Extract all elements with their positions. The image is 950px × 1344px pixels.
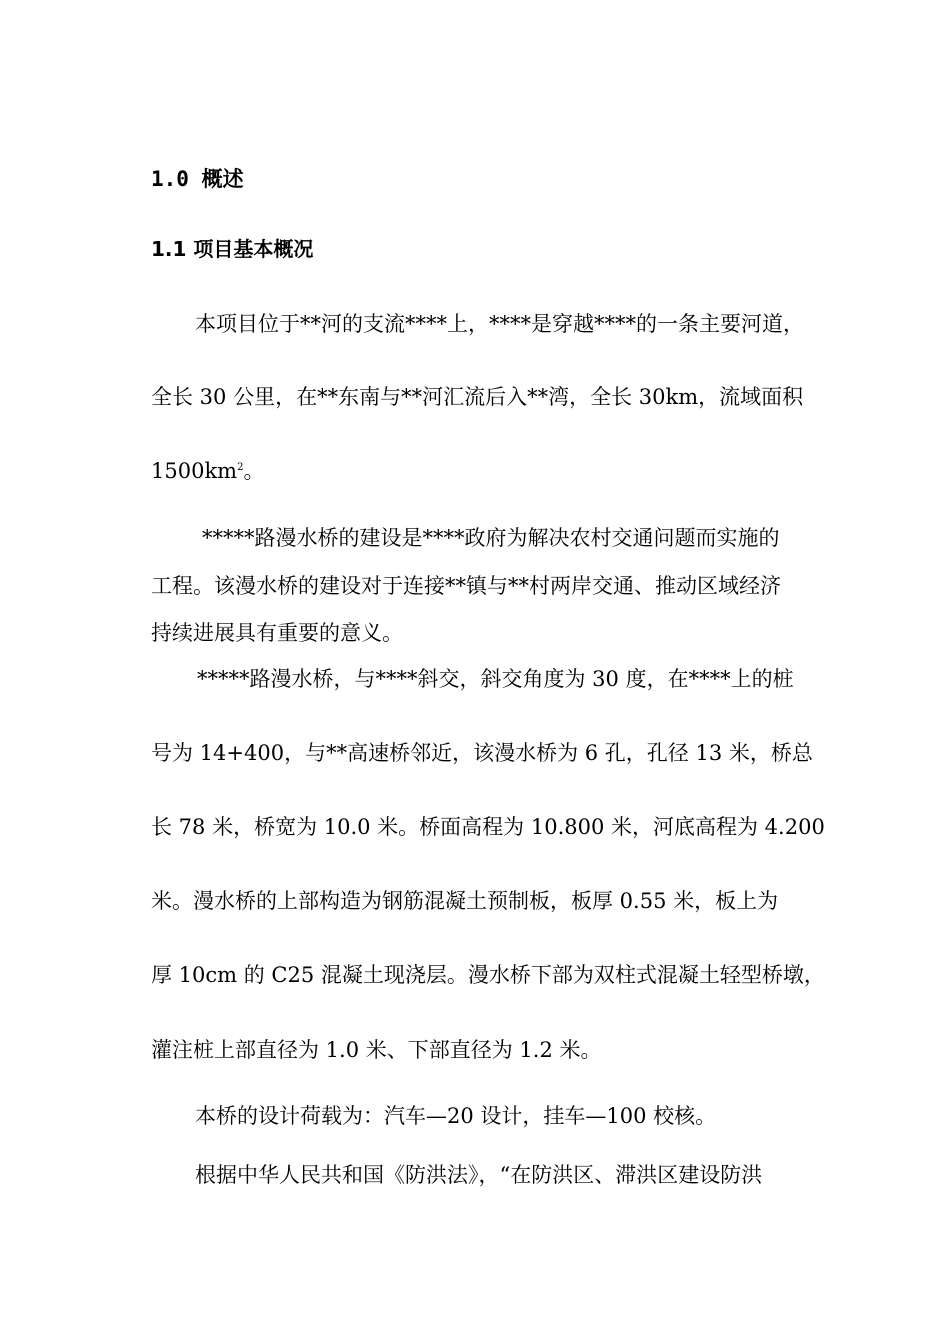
paragraph-3-line-1: *****路漫水桥，与****斜交，斜交角度为 30 度，在****上的桩	[197, 667, 794, 691]
paragraph-3-line-4: 米。漫水桥的上部构造为钢筋混凝土预制板，板厚 0.55 米，板上为	[151, 889, 779, 913]
paragraph-2-line-2: 工程。该漫水桥的建设对于连接**镇与**村两岸交通、推动区域经济	[151, 574, 781, 598]
paragraph-3-line-6: 灌注桩上部直径为 1.0 米、下部直径为 1.2 米。	[151, 1038, 602, 1062]
section-heading-1: 1.0 概述	[151, 167, 244, 191]
paragraph-2-line-1: *****路漫水桥的建设是****政府为解决农村交通问题而实施的	[202, 526, 780, 550]
paragraph-3-line-3: 长 78 米，桥宽为 10.0 米。桥面高程为 10.800 米，河底高程为 4.200	[151, 815, 825, 839]
paragraph-4-line-1: 本桥的设计荷载为：汽车—20 设计，挂车—100 校核。	[195, 1104, 717, 1128]
area-value: 1500km	[151, 459, 238, 483]
paragraph-2-line-3: 持续进展具有重要的意义。	[151, 621, 403, 645]
paragraph-1-end: 。	[243, 459, 265, 483]
paragraph-1-line-1: 本项目位于**河的支流****上，****是穿越****的一条主要河道，	[195, 312, 804, 336]
paragraph-5-line-1: 根据中华人民共和国《防洪法》，“在防洪区、滞洪区建设防洪	[195, 1163, 763, 1187]
paragraph-1-line-3	[151, 458, 264, 484]
paragraph-3-line-2: 号为 14+400，与**高速桥邻近，该漫水桥为 6 孔，孔径 13 米，桥总	[151, 741, 813, 765]
section-heading-1-1: 1.1 项目基本概况	[151, 237, 314, 261]
paragraph-3-line-5: 厚 10cm 的 C25 混凝土现浇层。漫水桥下部为双柱式混凝土轻型桥墩，	[151, 963, 825, 987]
area-superscript: 2	[237, 462, 244, 473]
paragraph-1-line-2: 全长 30 公里，在**东南与**河汇流后入**湾，全长 30km，流域面积	[151, 385, 804, 409]
